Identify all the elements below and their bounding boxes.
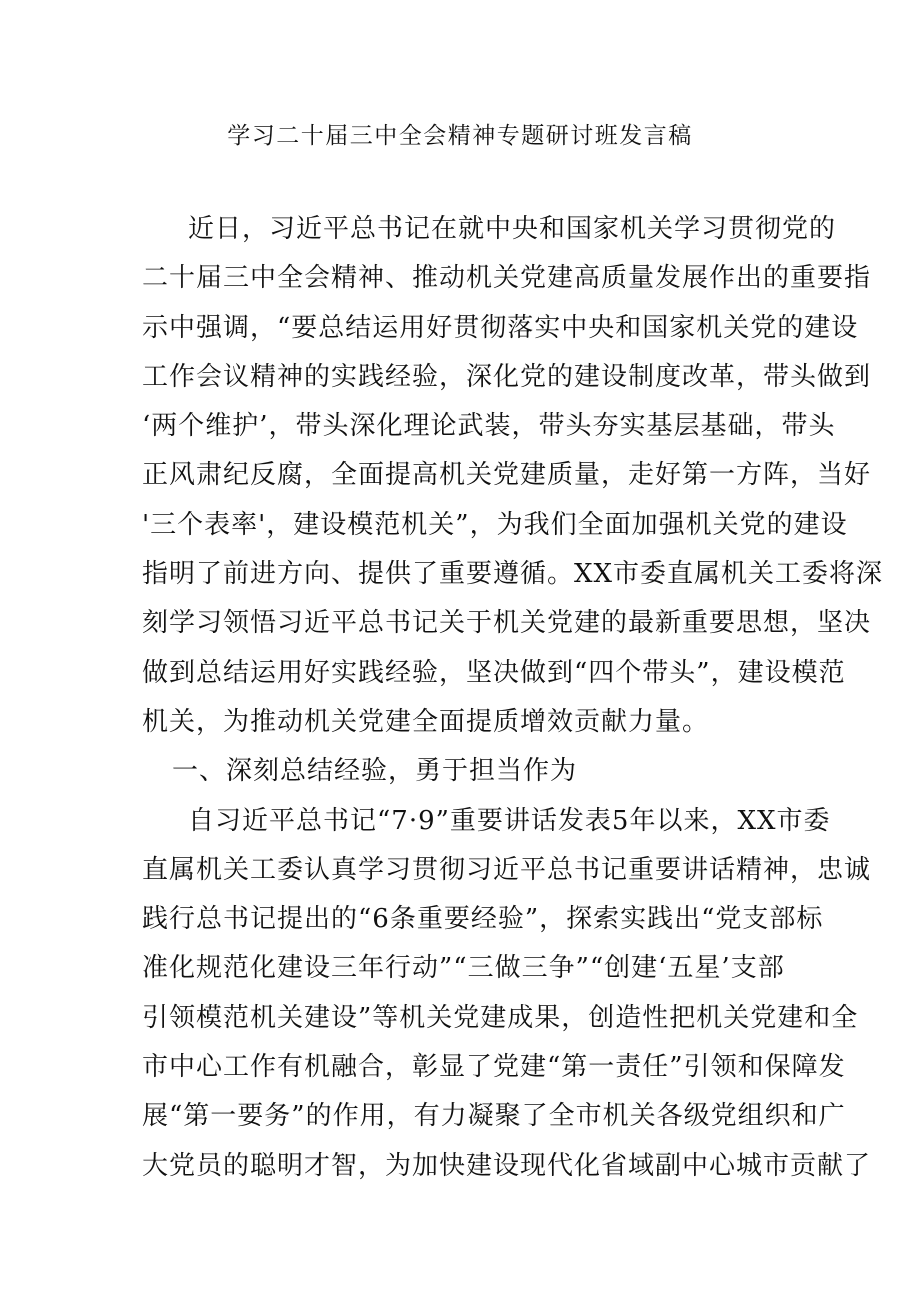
paragraph-line: 工作会议精神的实践经验，深化党的建设制度改革，带头做到 [142,361,872,392]
paragraph-line: ‘两个维护’，带头深化理论武装，带头夯实基层基础，带头 [142,411,836,442]
paragraph-line: 践行总书记提出的“6条重要经验”，探索实践出“党支部标 [142,904,824,935]
paragraph-line: 指明了前进方向、提供了重要遵循。XX市委直属机关工委将深 [142,559,884,590]
paragraph-line: '三个表率'，建设模范机关”，为我们全面加强机关党的建设 [142,509,848,540]
paragraph-line: 机关，为推动机关党建全面提质增效贡献力量。 [142,706,710,737]
document-title: 学习二十届三中全会精神专题研讨班发言稿 [227,123,693,149]
section-heading: 一、深刻总结经验，勇于担当作为 [172,756,578,787]
paragraph-line: 二十届三中全会精神、推动机关党建高质量发展作出的重要指 [142,263,872,294]
paragraph-line: 市中心工作有机融合，彰显了党建“第一责任”引领和保障发 [142,1052,846,1083]
paragraph-line: 做到总结运用好实践经验，坚决做到“四个带头”，建设模范 [142,657,846,688]
paragraph-line: 准化规范化建设三年行动”“三做三争”“创建‘五星’支部 [142,953,785,984]
paragraph-line: 展“第一要务”的作用，有力凝聚了全市机关各级党组织和广 [142,1101,846,1132]
document-body [142,205,884,1191]
paragraph-line: 直属机关工委认真学习贯彻习近平总书记重要讲话精神，忠诚 [142,854,872,885]
paragraph-line: 刻学习领悟习近平总书记关于机关党建的最新重要思想，坚决 [142,608,872,639]
paragraph-line: 大党员的聪明才智，为加快建设现代化省域副中心城市贡献了 [142,1150,872,1181]
paragraph-line: 引领模范机关建设”等机关党建成果，创造性把机关党建和全 [142,1002,859,1033]
paragraph-line: 近日，习近平总书记在就中央和国家机关学习贯彻党的 [188,214,837,244]
paragraph-line: 正风肃纪反腐，全面提高机关党建质量，走好第一方阵，当好 [142,460,872,491]
paragraph-line: 自习近平总书记“7·9”重要讲话发表5年以来，XX市委 [188,805,831,836]
paragraph-line: 示中强调，“要总结运用好贯彻落实中央和国家机关党的建设 [142,312,859,343]
